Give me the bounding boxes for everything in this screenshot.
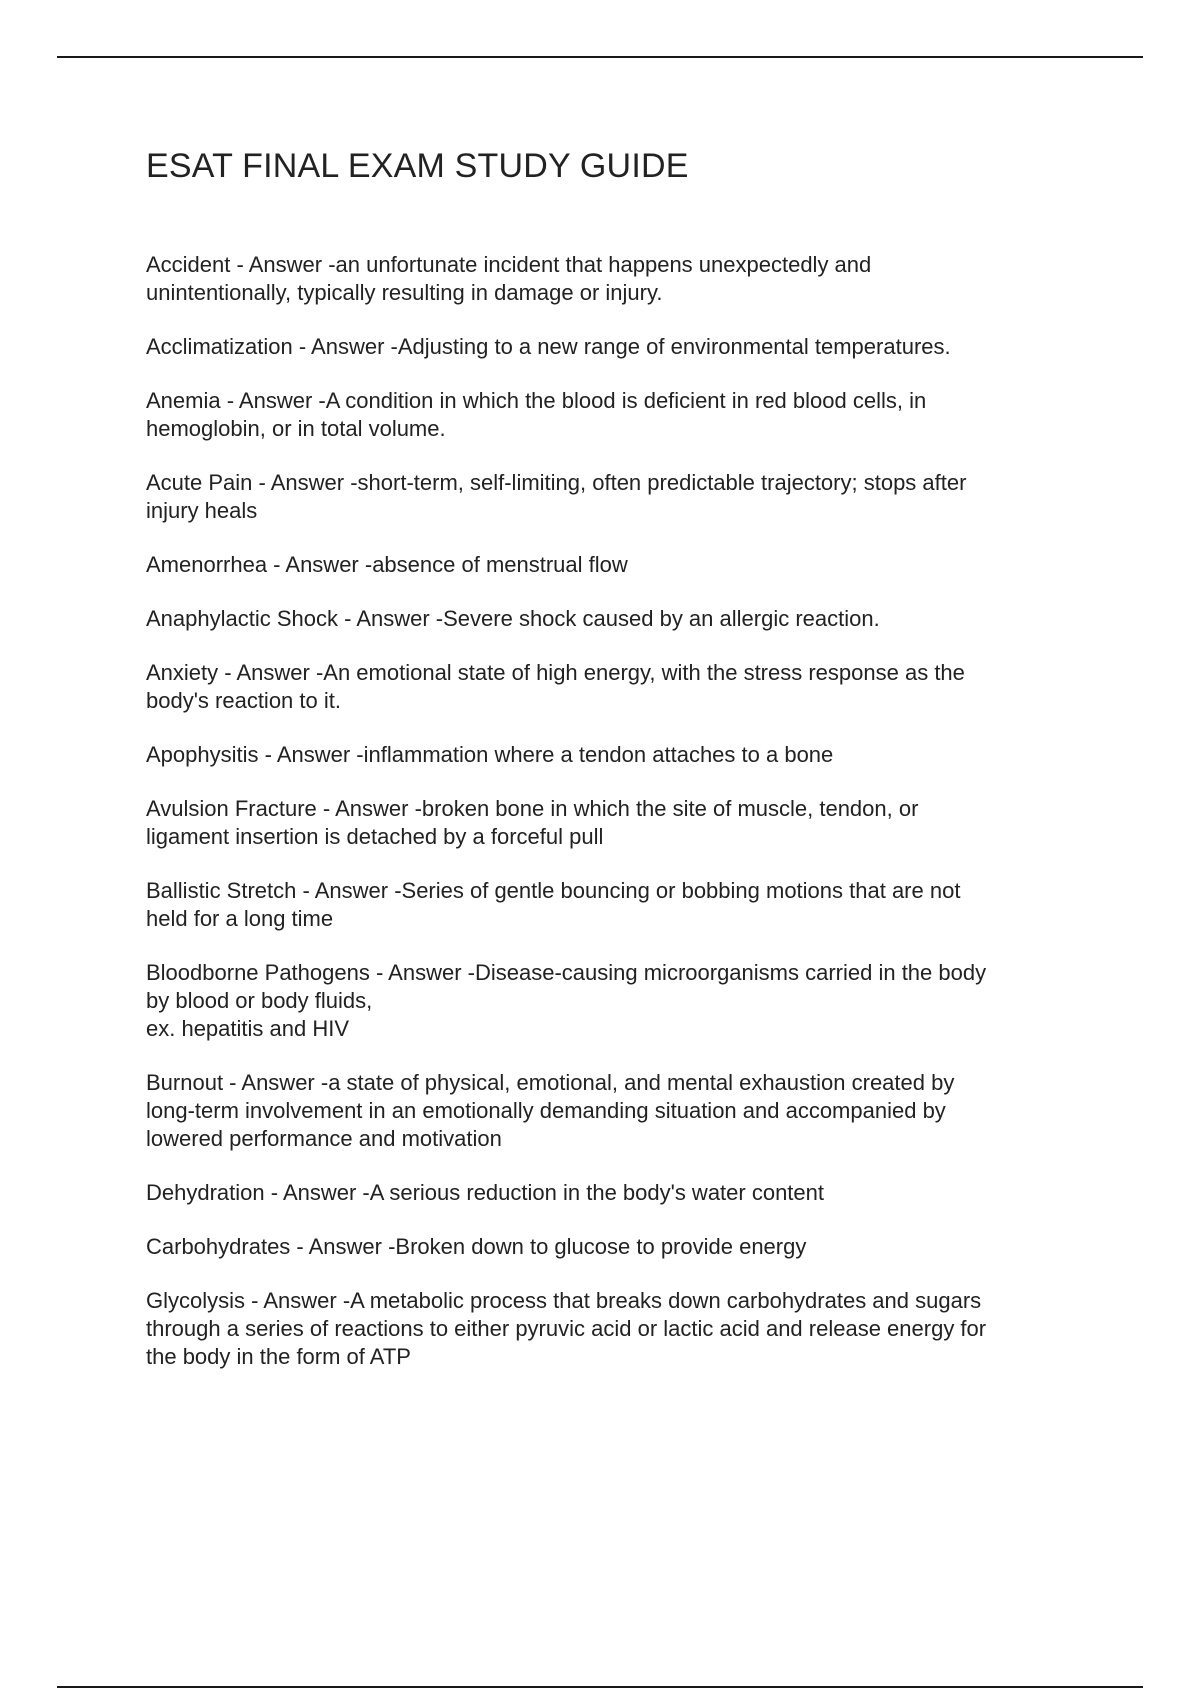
entry-line: the body in the form of ATP xyxy=(146,1344,411,1369)
entry-line: injury heals xyxy=(146,498,258,523)
entry-amenorrhea xyxy=(146,551,1096,579)
entry-line: Carbohydrates - Answer -Broken down to glucose to provide energy xyxy=(146,1234,807,1259)
entry-line: Anemia - Answer -A condition in which the blood is deficient in red blood cells, in xyxy=(146,388,927,413)
entry-line: Dehydration - Answer -A serious reduction in the body's water content xyxy=(146,1180,825,1205)
entry-line: hemoglobin, or in total volume. xyxy=(146,416,446,441)
entry-line: through a series of reactions to either pyruvic acid or lactic acid and release energy for xyxy=(146,1316,987,1341)
entry-line: Bloodborne Pathogens - Answer -Disease-causing microorganisms carried in the body xyxy=(146,960,987,985)
entry-glycolysis xyxy=(146,1287,1096,1371)
entry-ballistic-stretch xyxy=(146,877,1096,933)
entry-line: Avulsion Fracture - Answer -broken bone in which the site of muscle, tendon, or xyxy=(146,796,919,821)
entry-acute-pain xyxy=(146,469,1096,525)
entry-accident xyxy=(146,251,1096,307)
entry-carbohydrates xyxy=(146,1233,1096,1261)
entry-dehydration xyxy=(146,1179,1096,1207)
entry-line: body's reaction to it. xyxy=(146,688,341,713)
entry-line: by blood or body fluids, xyxy=(146,988,373,1013)
entry-anaphylactic-shock xyxy=(146,605,1096,633)
entry-apophysitis xyxy=(146,741,1096,769)
entry-line: Glycolysis - Answer -A metabolic process that breaks down carbohydrates and sugars xyxy=(146,1288,982,1313)
entry-line: Accident - Answer -an unfortunate incident that happens unexpectedly and xyxy=(146,252,872,277)
entry-avulsion-fracture xyxy=(146,795,1096,851)
entry-line: Amenorrhea - Answer -absence of menstrual flow xyxy=(146,552,628,577)
entry-line: unintentionally, typically resulting in damage or injury. xyxy=(146,280,663,305)
entry-line: Anxiety - Answer -An emotional state of high energy, with the stress response as the xyxy=(146,660,965,685)
entry-line: Burnout - Answer -a state of physical, emotional, and mental exhaustion created by xyxy=(146,1070,955,1095)
entry-line: ligament insertion is detached by a forceful pull xyxy=(146,824,604,849)
top-rule xyxy=(57,56,1143,58)
entry-line: ex. hepatitis and HIV xyxy=(146,1016,350,1041)
document-body xyxy=(146,140,1096,1397)
entry-line: long-term involvement in an emotionally demanding situation and accompanied by xyxy=(146,1098,946,1123)
entry-anemia xyxy=(146,387,1096,443)
entry-line: Anaphylactic Shock - Answer -Severe shock caused by an allergic reaction. xyxy=(146,606,880,631)
entry-line: Ballistic Stretch - Answer -Series of gentle bouncing or bobbing motions that are not xyxy=(146,878,961,903)
bottom-rule xyxy=(57,1686,1143,1688)
entry-line: Acute Pain - Answer -short-term, self-limiting, often predictable trajectory; stops after xyxy=(146,470,967,495)
entry-burnout xyxy=(146,1069,1096,1153)
entry-line: Acclimatization - Answer -Adjusting to a new range of environmental temperatures. xyxy=(146,334,951,359)
entry-line: lowered performance and motivation xyxy=(146,1126,502,1151)
entry-bloodborne-pathogens xyxy=(146,959,1096,1043)
entry-line: Apophysitis - Answer -inflammation where a tendon attaches to a bone xyxy=(146,742,834,767)
entry-anxiety xyxy=(146,659,1096,715)
document-title: ESAT FINAL EXAM STUDY GUIDE xyxy=(146,147,689,185)
entry-acclimatization xyxy=(146,333,1096,361)
entry-line: held for a long time xyxy=(146,906,334,931)
